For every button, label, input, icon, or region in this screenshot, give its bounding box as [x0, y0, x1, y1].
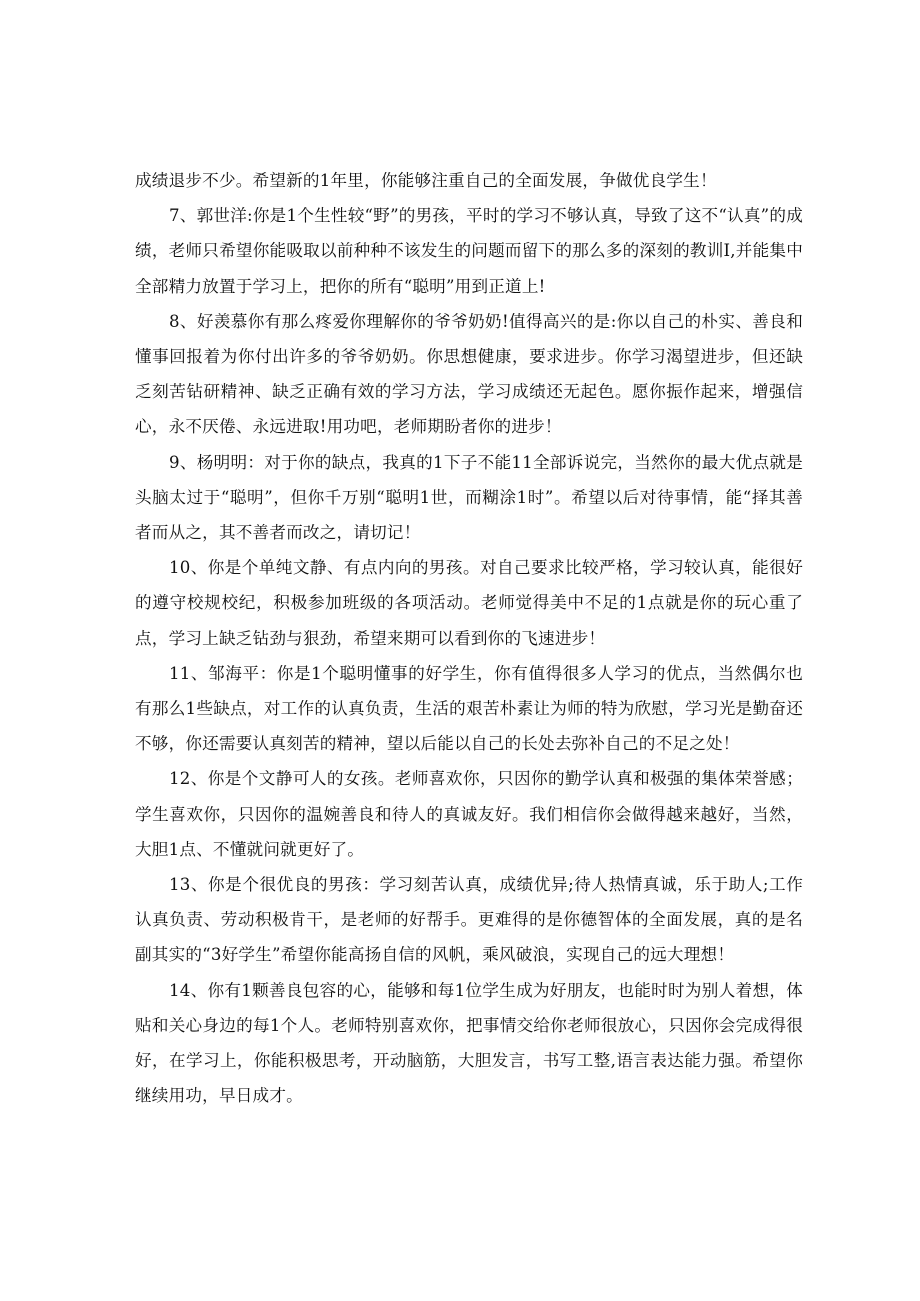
paragraph-comment-13: 13、你是个很优良的男孩：学习刻苦认真，成绩优异;待人热情真诚，乐于助人;工作认真负责、劳动积极肯干，是老师的好帮手。更难得的是你德智体的全面发展，真的是名副其实的“3好学生”希望你能高扬自信的风帆，乘风破浪，实现自己的远大理想！ — [135, 875, 803, 965]
paragraph-comment-10: 10、你是个单纯文静、有点内向的男孩。对自己要求比较严格，学习较认真，能很好的遵守校规校纪，积极参加班级的各项活动。老师觉得美中不足的1点就是你的玩心重了点，学习上缺乏钻劲与狠劲，希望来期可以看到你的飞速进步！ — [135, 558, 803, 648]
paragraph-comment-11: 11、邹海平：你是1个聪明懂事的好学生，你有值得很多人学习的优点，当然偶尔也有那么1些缺点，对工作的认真负责，生活的艰苦朴素让为师的特为欣慰，学习光是勤奋还不够，你还需要认真刻苦的精神，望以后能以自己的长处去弥补自己的不足之处！ — [135, 663, 803, 754]
paragraph-comment-14: 14、你有1颗善良包容的心，能够和每1位学生成为好朋友，也能时时为别人着想，体贴和关心身边的每1个人。老师特别喜欢你，把事情交给你老师很放心，只因你会完成得很好，在学习上，你能积极思考，开动脑筋，大胆发言，书写工整,语言表达能力强。希望你继续用功，早日成才。 — [135, 980, 803, 1106]
paragraph-comment-9: 9、杨明明：对于你的缺点，我真的1下子不能11全部诉说完，当然你的最大优点就是头脑太过于“聪明”，但你千万别“聪明1世，而糊涂1时”。希望以后对待事情，能“择其善者而从之，其不善者而改之，请切记！ — [135, 452, 803, 543]
document-page — [135, 163, 803, 1113]
paragraph-comment-7: 7、郭世洋:你是1个生性较“野”的男孩，平时的学习不够认真，导致了这不“认真”的成绩，老师只希望你能吸取以前种种不该发生的问题而留下的那么多的深刻的教训I,并能集中全部精力放置于学习上，把你的所有“聪明”用到正道上! — [135, 206, 803, 296]
paragraph-comment-8: 8、好羡慕你有那么疼爱你理解你的爷爷奶奶!值得高兴的是:你以自己的朴实、善良和懂事回报着为你付出许多的爷爷奶奶。你思想健康，要求进步。你学习渴望进步，但还缺乏刻苦钻研精神、缺乏正确有效的学习方法，学习成绩还无起色。愿你振作起来，增强信心，永不厌倦、永远进取!用功吧，老师期盼者你的进步！ — [135, 311, 803, 437]
paragraph-comment-12: 12、你是个文静可人的女孩。老师喜欢你，只因你的勤学认真和极强的集体荣誉感；学生喜欢你，只因你的温婉善良和待人的真诚友好。我们相信你会做得越来越好，当然，大胆1点、不懂就问就更好了。 — [135, 769, 803, 859]
paragraph-continuation: 成绩退步不少。希望新的1年里，你能够注重自己的全面发展，争做优良学生！ — [135, 171, 717, 190]
